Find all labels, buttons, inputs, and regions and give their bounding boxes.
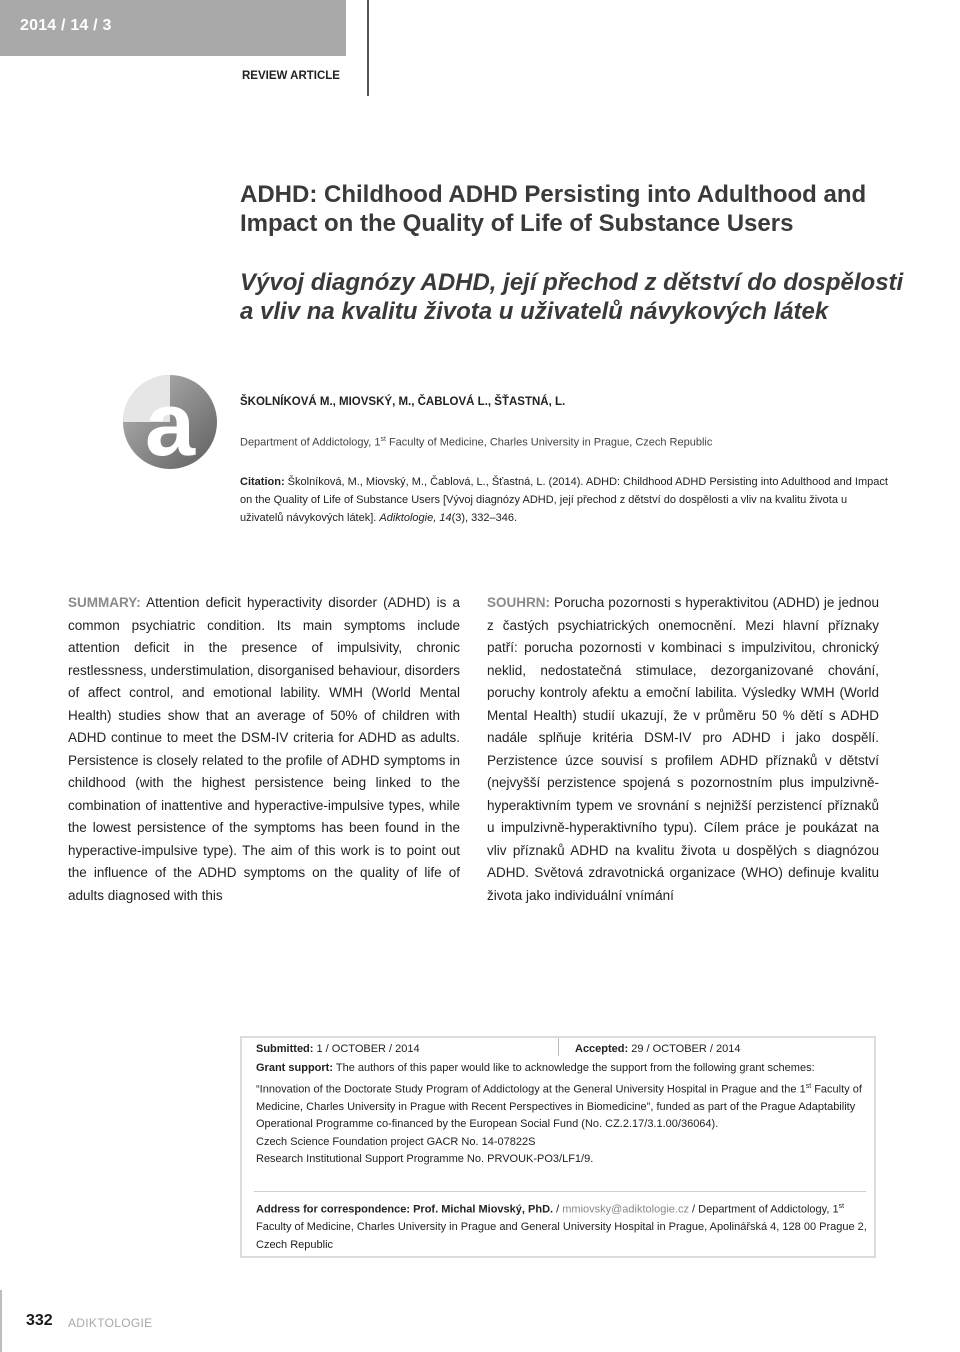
author-list: ŠKOLNÍKOVÁ M., MIOVSKÝ, M., ČABLOVÁ L., ŠŤASTNÁ, L. <box>240 396 566 408</box>
affiliation: Department of Addictology, 1st Faculty of Medicine, Charles University in Prague, Czech Republic <box>240 436 713 449</box>
title-english: ADHD: Childhood ADHD Persisting into Adulthood and Impact on the Quality of Life of Substance Users <box>240 181 867 237</box>
grant-gacr: Czech Science Foundation project GACR No. 14-07822S <box>256 1135 536 1148</box>
summary-english: SUMMARY: Attention deficit hyperactivity disorder (ADHD) is a common psychiatric condition. Its main symptoms include attention deficit in the presence of impulsivity, chronic restlessness, understimulation, disorganised behaviour, disorders of affect control, and emotional lability. WMH (World Mental Health) studies show that an average of 50% of children with ADHD continue to meet the DSM-IV criteria for ADHD as adults. Persistence is closely related to the profile of ADHD symptoms in childhood (with the highest persistence being linked to the combination of inattentive and hyperactive-impulsive types, while the lowest persistence of the symptoms has been found in the hyperactive-impulsive type). The aim of this work is to point out the influence of the ADHD symptoms on the quality of life of adults diagnosed with this <box>68 595 460 903</box>
submitted-date: Submitted: 1 / OCTOBER / 2014 <box>256 1043 420 1055</box>
summary-czech: SOUHRN: Porucha pozornosti s hyperaktivitou (ADHD) je jednou z častých psychiatrických onemocnění. Mezi hlavní příznaky patří: porucha pozornosti v kombinaci s impulzivitou, chronický neklid, nedostatečná stimulace, dezorganizované chování, poruchy kontroly afektu a emoční labilita. Výsledky WMH (World Mental Health) studií ukazují, že v průměru 50 % dětí s ADHD nadále splňuje kritéria DSM-IV pro ADHD i jako dospělí. Perzistence úzce souvisí s profilem ADHD příznaků v dětství (nejvyšší perzistence spojená s pozornostním plus impulzivně-hyperaktivním typem ve srovnání s nejnižší perzistencí příznaků u impulzivně-hyperaktivního typu). Cílem práce je poukázat na vliv příznaků ADHD na kvalitu života u dospělých s diagnózou ADHD. Světová zdravotnická organizace (WHO) definuje kvalitu života jako individuální vnímání <box>487 595 879 903</box>
citation: Citation: Školníková, M., Miovský, M., Čablová, L., Šťastná, L. (2014). ADHD: Childhood ADHD Persisting into Adulthood and Impact on the Quality of Life of Substance Users [Vývoj diagnózy ADHD, její přechod z dětství do dospělosti a vliv na kvalitu života u uživatelů návykových látek]. Adiktologie, 14(3), 332–346. <box>240 476 888 524</box>
info-separator <box>254 1191 866 1192</box>
issue-number: 2014 / 14 / 3 <box>20 17 112 34</box>
journal-logo-icon <box>123 375 217 469</box>
article-type: REVIEW ARTICLE <box>242 70 340 82</box>
journal-name: ADIKTOLOGIE <box>68 1316 153 1330</box>
grant-prvouk: Research Institutional Support Programme No. PRVOUK-PO3/LF1/9. <box>256 1153 594 1166</box>
souhrn-label: SOUHRN: <box>487 595 550 610</box>
title-czech: Vývoj diagnózy ADHD, její přechod z dětství do dospělosti a vliv na kvalitu života u uživatelů návykových látek <box>240 269 904 325</box>
header-divider <box>367 0 369 96</box>
citation-label: Citation: <box>240 476 285 488</box>
page-number: 332 <box>26 1312 53 1329</box>
footer-line <box>0 1290 2 1352</box>
correspondence-address: Address for correspondence: Prof. Michal Miovský, PhD. / mmiovsky@adiktologie.cz / Department of Addictology, 1st Faculty of Medicine, Charles University in Prague and General University Hospital in Prague, Apolinářská 4, 128 00 Prague 2, Czech Republic <box>256 1203 867 1251</box>
accepted-date: Accepted: 29 / OCTOBER / 2014 <box>575 1043 741 1055</box>
date-divider <box>558 1038 559 1056</box>
citation-journal: Adiktologie, 14 <box>379 512 452 524</box>
email-link[interactable]: mmiovsky@adiktologie.cz <box>562 1203 689 1216</box>
logo-letter: a <box>144 375 196 469</box>
summary-label: SUMMARY: <box>68 595 141 610</box>
grant-support: Grant support: The authors of this paper would like to acknowledge the support from the following grant schemes: “Innovation of the Doctorate Study Program of Addictology at the General University Hospital in Prague and the 1st Faculty of Medicine, Charles University in Prague with Recent Perspectives in Biomedicine”, funded as part of the Prague Adaptability Operational Programme co-financed by the European Social Fund (No. CZ.2.17/3.1.00/36064). Czech Science Foundation project GACR No. 14-07822S Research Institutional Support Programme No. PRVOUK-PO3/LF1/9. <box>256 1060 868 1169</box>
